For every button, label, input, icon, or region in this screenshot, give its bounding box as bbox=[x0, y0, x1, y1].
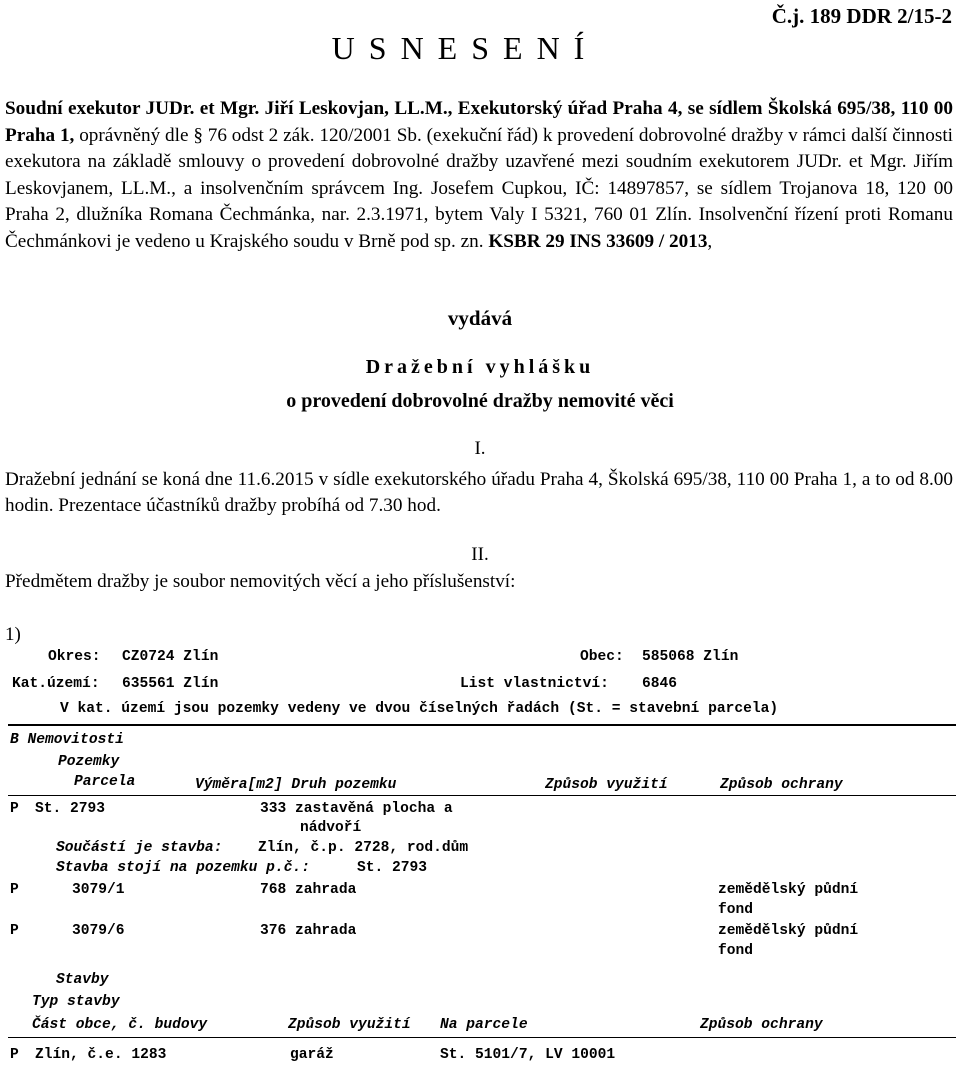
intro-text-a: oprávněný dle § 76 odst 2 zák. 120/2001 Sb. (exekuční řád) k provedení dobrovolné dražby v rámci další činnosti exekutora na základě smlouvy o provedení dobrovolné dražby uzavřené mezi soudním exekutorem JUDr. et Mgr. Jiřím Leskovjanem, LL.M., a insolvenčním správcem Ing. Josefem Cupkou, IČ: 14897857, se sídlem Trojanova 18, 120 00 Praha 2, dlužníka Romana Čechmánka, nar. 2.3.1971, bytem Valy I 5321, 760 01 Zlín. Insolvenční řízení proti Romanu Čechmánkovi je vedeno u Krajského soudu v Brně pod sp. zn. bbox=[5, 124, 953, 252]
document-title: USNESENÍ bbox=[331, 30, 599, 66]
typ-stavby-heading: Typ stavby bbox=[32, 994, 120, 1010]
obec-label: Obec: bbox=[580, 649, 624, 665]
case-reference: Č.j. 189 DDR 2/15-2 bbox=[771, 4, 952, 28]
intro-text-b: , bbox=[707, 230, 713, 252]
building-name: Zlín, č.e. 1283 bbox=[35, 1047, 167, 1063]
section-b-heading: B Nemovitosti bbox=[10, 732, 124, 748]
stavby-heading: Stavby bbox=[56, 972, 109, 988]
row-area-type: 768 zahrada bbox=[260, 882, 357, 898]
intro-bold-a: Soudní exekutor JUDr. et Mgr. Jiří Leskovjan, LL.M., Exekutorský úřad Praha 4, se sídlem Školská 695/38, 110 00 Praha 1, bbox=[5, 98, 953, 146]
row-protection: zemědělský půdní bbox=[718, 882, 859, 898]
cadastre-notice: V kat. území jsou pozemky vedeny ve dvou číselných řadách (St. = stavební parcela) bbox=[60, 701, 779, 717]
col-na-parcele: Na parcele bbox=[440, 1017, 528, 1033]
soucasti-label: Součástí je stavba: bbox=[56, 840, 223, 856]
row-protection-cont: fond bbox=[718, 902, 754, 918]
row-parcel: St. 2793 bbox=[35, 801, 106, 817]
auction-subtitle: o provedení dobrovolné dražby nemovité věci bbox=[286, 390, 674, 412]
kat-label: Kat.území: bbox=[12, 676, 100, 692]
building-parcel: St. 5101/7, LV 10001 bbox=[440, 1047, 616, 1063]
intro-paragraph bbox=[5, 96, 953, 255]
okres-label: Okres: bbox=[48, 649, 101, 665]
row-area-type: 333 zastavěná plocha a bbox=[260, 801, 453, 817]
stoji-label: Stavba stojí na pozemku p.č.: bbox=[56, 860, 310, 876]
col-zpusob-ochrany: Způsob ochrany bbox=[700, 1017, 823, 1033]
row-area-type-cont: nádvoří bbox=[300, 820, 362, 836]
kat-value: 635561 Zlín bbox=[122, 676, 219, 692]
row-parcel: 3079/6 bbox=[72, 923, 125, 939]
row-protection-cont: fond bbox=[718, 943, 754, 959]
row-flag: P bbox=[10, 923, 19, 939]
okres-value: CZ0724 Zlín bbox=[122, 649, 219, 665]
building-use: garáž bbox=[290, 1047, 334, 1063]
soucasti-value: Zlín, č.p. 2728, rod.dům bbox=[258, 840, 469, 856]
section-2-text: Předmětem dražby je soubor nemovitých věcí a jeho příslušenství: bbox=[5, 571, 516, 592]
lv-value: 6846 bbox=[642, 676, 678, 692]
divider-top bbox=[8, 724, 956, 726]
obec-value: 585068 Zlín bbox=[642, 649, 739, 665]
col-cast-obce: Část obce, č. budovy bbox=[32, 1017, 208, 1033]
divider-buildings bbox=[8, 1037, 956, 1038]
stoji-value: St. 2793 bbox=[357, 860, 428, 876]
section-1-numeral: I. bbox=[474, 438, 486, 459]
row-parcel: 3079/1 bbox=[72, 882, 125, 898]
row-flag: P bbox=[10, 801, 19, 817]
intro-case-number: KSBR 29 INS 33609 / 2013 bbox=[488, 230, 708, 252]
row-flag: P bbox=[10, 882, 19, 898]
pozemky-heading: Pozemky bbox=[58, 754, 120, 770]
col-ochrana: Způsob ochrany bbox=[720, 777, 843, 793]
row-protection: zemědělský půdní bbox=[718, 923, 859, 939]
section-1-text: Dražební jednání se koná dne 11.6.2015 v sídle exekutorského úřadu Praha 4, Školská 695/38, 110 00 Praha 1, a to od 8.00 hodin. Prezentace účastníků dražby probíhá od 7.30 hod. bbox=[5, 469, 953, 516]
lv-label: List vlastnictví: bbox=[460, 676, 609, 692]
section-2-numeral: II. bbox=[471, 544, 489, 565]
col-vyuziti: Způsob využití bbox=[545, 777, 668, 793]
building-flag: P bbox=[10, 1047, 19, 1063]
auction-notice-heading: Dražební vyhlášku bbox=[365, 356, 595, 378]
item-number: 1) bbox=[5, 624, 21, 645]
col-zpusob-vyuziti: Způsob využití bbox=[288, 1017, 411, 1033]
divider-header bbox=[8, 795, 956, 796]
row-area-type: 376 zahrada bbox=[260, 923, 357, 939]
issues-heading: vydává bbox=[447, 306, 513, 330]
col-parcela: Parcela bbox=[74, 774, 136, 790]
col-vymera: Výměra[m2] Druh pozemku bbox=[195, 777, 397, 793]
